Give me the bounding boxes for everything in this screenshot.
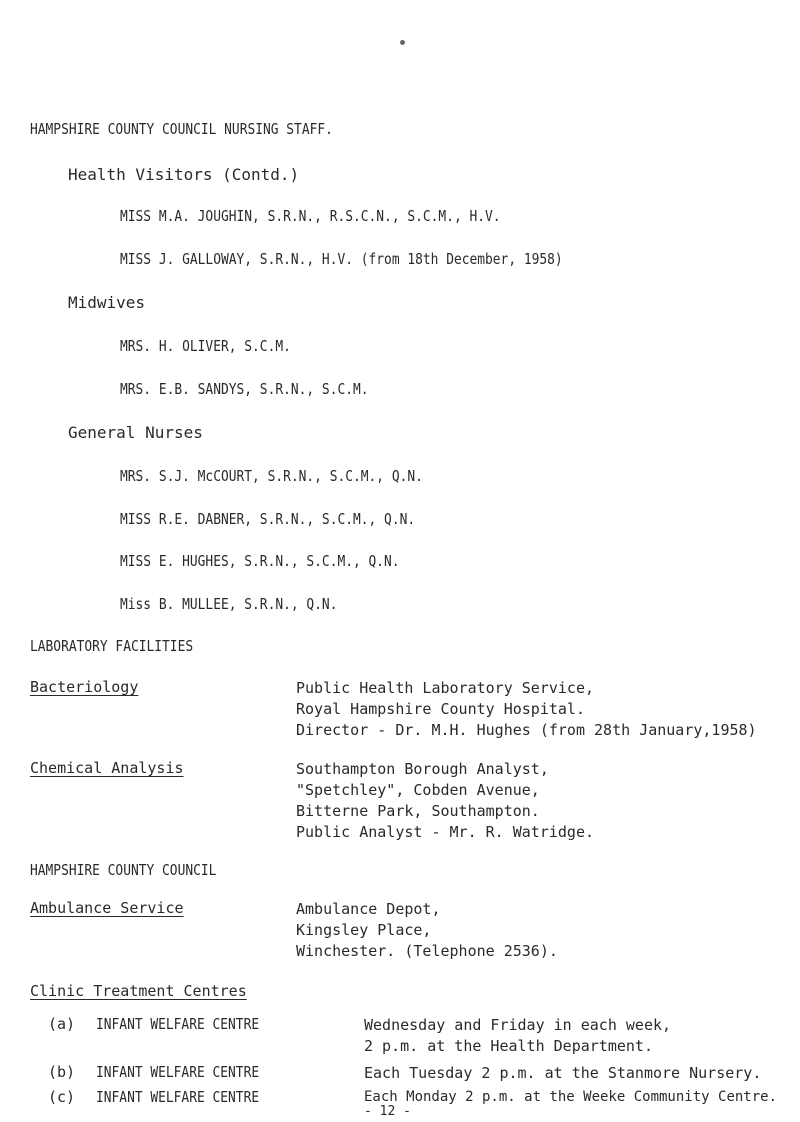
entry-text: MRS. E.B. SANDYS, S.R.N., S.C.M. [120, 380, 369, 398]
schedule-line: 2 p.m. at the Health Department. [364, 1037, 653, 1055]
schedule-line: Each Monday 2 p.m. at the Weeke Community [364, 1089, 710, 1105]
clinic-marker: (b) [48, 1063, 76, 1081]
laboratory-heading-text: LABORATORY FACILITIES [30, 637, 194, 655]
ambulance-details [296, 899, 558, 962]
chemical-analysis-details [296, 759, 594, 843]
health-visitors-heading: Health Visitors (Contd.) [68, 165, 300, 184]
clinic-name-text: INFANT WELFARE CENTRE [96, 1015, 260, 1033]
clinic-name [96, 1015, 286, 1033]
page-header-text: HAMPSHIRE COUNTY COUNCIL NURSING STAFF. [30, 120, 333, 138]
ambulance-heading [30, 861, 247, 879]
clinic-schedule [364, 1088, 777, 1106]
ink-dot [400, 40, 405, 45]
ambulance-heading-text: HAMPSHIRE COUNTY COUNCIL [30, 861, 217, 879]
page-number: - 12 - [364, 1104, 411, 1119]
clinic-marker: (c) [48, 1088, 76, 1106]
general-nurse-entry [120, 510, 463, 528]
detail-line: "Spetchley", Cobden Avenue, [296, 781, 540, 799]
health-visitor-entry [120, 250, 635, 268]
detail-line: Royal Hampshire County Hospital. [296, 700, 585, 718]
detail-line: Kingsley Place, [296, 921, 432, 939]
health-visitor-entry [120, 207, 563, 225]
midwives-heading: Midwives [68, 293, 146, 312]
entry-text: MISS M.A. JOUGHIN, S.R.N., R.S.C.N., S.C.M., H.V. [120, 207, 501, 225]
clinic-schedule [364, 1063, 761, 1084]
clinic-name-text: INFANT WELFARE CENTRE [96, 1088, 260, 1106]
entry-text: MISS J. GALLOWAY, S.R.N., H.V. (from 18th December, 1958) [120, 250, 563, 268]
schedule-line: Wednesday and Friday in each week, [364, 1016, 672, 1034]
detail-line: Winchester. (Telephone 2536). [296, 942, 558, 960]
general-nurse-entry [120, 595, 373, 613]
detail-line: Ambulance Depot, [296, 900, 441, 918]
bacteriology-label: Bacteriology [30, 678, 139, 696]
clinic-name [96, 1063, 286, 1081]
general-nurse-entry [120, 552, 445, 570]
detail-line: Southampton Borough Analyst, [296, 760, 549, 778]
bacteriology-details [296, 678, 757, 741]
entry-text: MRS. S.J. McCOURT, S.R.N., S.C.M., Q.N. [120, 467, 423, 485]
entry-text: MISS R.E. DABNER, S.R.N., S.C.M., Q.N. [120, 510, 416, 528]
entry-text: MRS. H. OLIVER, S.C.M. [120, 337, 291, 355]
detail-line: Public Analyst - Mr. R. Watridge. [296, 823, 595, 841]
page-header [30, 120, 382, 138]
laboratory-heading [30, 637, 220, 655]
chemical-analysis-label: Chemical Analysis [30, 759, 184, 777]
schedule-line: Each Tuesday 2 p.m. at the Stanmore Nursery. [364, 1064, 762, 1082]
clinic-marker: (a) [48, 1015, 76, 1033]
clinic-name-text: INFANT WELFARE CENTRE [96, 1063, 260, 1081]
clinic-schedule [364, 1015, 671, 1057]
clinics-heading: Clinic Treatment Centres [30, 982, 247, 1000]
entry-text: Miss B. MULLEE, S.R.N., Q.N. [120, 595, 338, 613]
clinic-name [96, 1088, 286, 1106]
detail-line: Public Health Laboratory Service, [296, 679, 595, 697]
ambulance-service-label: Ambulance Service [30, 899, 184, 917]
general-nurse-entry [120, 467, 472, 485]
midwife-entry [120, 380, 409, 398]
detail-line: Bitterne Park, Southampton. [296, 802, 540, 820]
entry-text: MISS E. HUGHES, S.R.N., S.C.M., Q.N. [120, 552, 400, 570]
midwife-entry [120, 337, 319, 355]
detail-line: Director - Dr. M.H. Hughes (from 28th January,1958) [296, 721, 757, 739]
general-nurses-heading: General Nurses [68, 423, 203, 442]
schedule-line: Centre. [718, 1089, 778, 1105]
